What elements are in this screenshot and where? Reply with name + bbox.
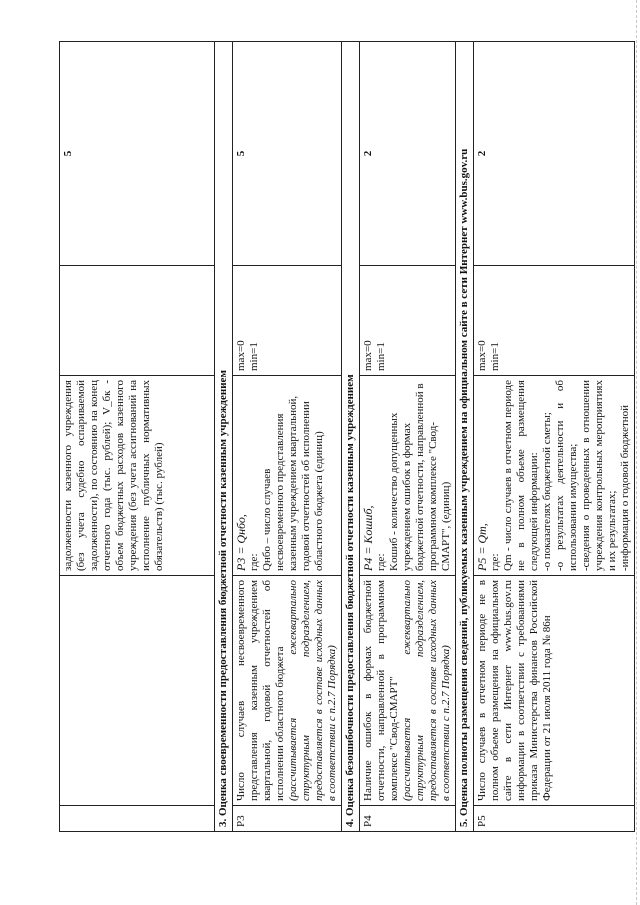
indicator-name: Число случаев в отчетном периоде не в полном объеме размещения на официальном сайте в сети Интернет www.bus.gov.ru информации в соответствии с требованиями приказа Министерства финансов Российской Федерации от 21 июля 2011 года № 86н [476,580,553,801]
indicator-name: Наличие ошибок в формах бюджетной отчетности, направленной в программном комплексе "Свод-СМАРТ" [362,580,400,801]
score-cell: 2 [360,42,456,266]
name-cell [474,576,635,806]
indicator-note: (рассчитывается ежеквартально структурным подразделением, предоставляется в составе исходных данных в соответствии с п.2.7 Порядка) [287,580,338,801]
code-cell: P5 [474,806,635,832]
indicator-name: Число случаев несвоевременного представления казенным учреждением квартальной, годовой отчетностей об исполнении областного бюджета [235,580,286,801]
list-item: -информация о годовой бюджетной [619,404,631,571]
max-value: max=0 [362,340,374,371]
formula-cell [474,376,635,576]
top-row-text: задолженности казенного учреждения (без учета судебно оспариваемой задолженности), по состоянию на конец отчетного года (тыс. рублей); V_бк - объем бюджетных расходов казенного учреждения (без учета ассигнований на исполнение публичных нормативных обязательств) (тыс. рублей) [62,380,165,571]
table-row [60,42,215,832]
formula-cell [360,376,456,576]
name-cell [233,576,342,806]
max-value: max=0 [476,340,488,371]
formula-explanation: Kошиб - количество допущенных учреждением ошибок в формах бюджетной отчетности, направленной в программном комплексе "Свод-СМАРТ", (единиц) [388,383,452,571]
where-label: где: [489,553,501,571]
min-value: min=1 [375,342,387,371]
code-cell: P3 [233,806,342,832]
limits-cell [60,266,215,376]
limits-cell [360,266,456,376]
section-title: 5. Оценка полноты размещения сведений, публикуемых казенным учреждением на официальном сайте в сети Интернет www.bus.gov.ru [456,42,474,832]
name-cell [60,576,215,806]
where-label: где: [248,553,260,571]
formula: P5 = Qm, [475,523,489,571]
code-cell [60,806,215,832]
list-item: -о показателях бюджетной сметы; [541,412,553,571]
criteria-table [59,41,635,832]
formula: P4 = Kошиб, [361,505,375,571]
formula-cell [60,376,215,576]
formula: P3 = Qнбо, [234,514,248,571]
min-value: min=1 [489,342,501,371]
section-header [215,42,233,832]
limits-cell [474,266,635,376]
name-cell [360,576,456,806]
score-cell: 5 [60,42,215,266]
table-row [233,42,342,832]
table-row [360,42,456,832]
formula-cell [233,376,342,576]
code-cell: P4 [360,806,456,832]
score-cell: 5 [233,42,342,266]
table-row [474,42,635,832]
rotated-document-page [59,42,631,832]
score-cell: 2 [474,42,635,266]
min-value: min=1 [248,342,260,371]
formula-explanation: Qm - число случаев в отчетном периоде не в полном объеме размещения следующей информации: [502,380,540,571]
max-value: max=0 [235,340,247,371]
section-title: 4. Оценка безошибочности предоставления бюджетной отчетности казенным учреждением [342,42,360,832]
section-header [456,42,474,832]
page-edge [636,0,640,905]
where-label: где: [375,553,387,571]
section-title: 3. Оценка своевременности предоставления бюджетной отчетности казенным учреждением [215,42,233,832]
list-item: -о результатах деятельности и об использовании имущества; [554,380,579,571]
limits-cell [233,266,342,376]
section-header [342,42,360,832]
indicator-note: (рассчитывается ежеквартально структурным подразделением, предоставляется в составе исходных данных в соответствии с п.2.7 Порядка) [401,580,452,801]
formula-explanation: Qнбо – число случаев несвоевременного представления казенным учреждением квартальной, годовой отчетностей об исполнении областного бюджета (единиц) [261,395,325,571]
list-item: -сведения о проведенных в отношении учреждения контрольных мероприятиях и их результатах; [580,380,618,571]
